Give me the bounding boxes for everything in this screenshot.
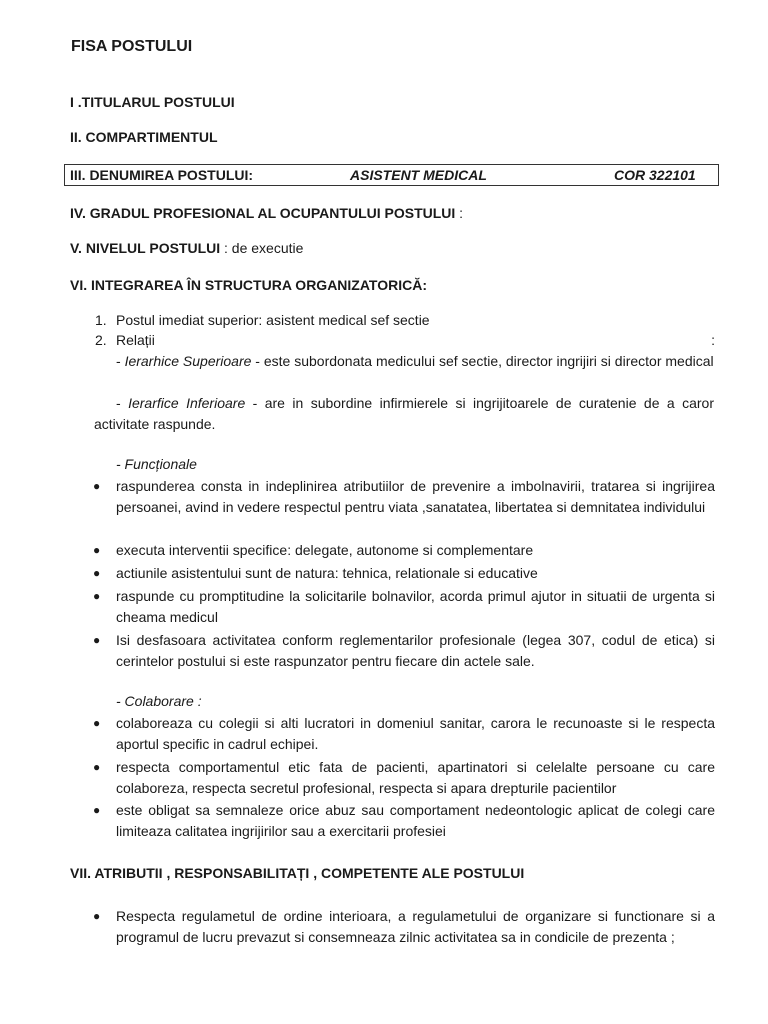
functionale-bullet xyxy=(93,476,715,518)
document-title: FISA POSTULUI xyxy=(71,38,193,55)
bullet-text: respecta comportamentul etic fata de pacienti, apartinatori si celelalte persoane cu care colaboreza, respecta secretul profesional, respecta si apara drepturile pacientilor xyxy=(116,759,715,796)
functionale-bullet xyxy=(93,563,715,584)
bullet-icon: ● xyxy=(93,909,101,923)
bullet-icon: ● xyxy=(93,760,101,774)
relatii-inferioare: - Ierarfice Inferioare - are in subordine infirmierele si ingrijitoarele de curatenie de a caror activitate raspunde. xyxy=(94,395,715,432)
bullet-icon: ● xyxy=(93,716,101,730)
section-nivel-post xyxy=(70,238,303,259)
section-grad-profesional xyxy=(70,203,463,224)
relatii-superioare: - Ierarhice Superioare - este subordonata medicului sef sectie, director ingrijiri si director medical xyxy=(116,353,714,369)
grad-label: IV. GRADUL PROFESIONAL AL OCUPANTULUI POSTULUI xyxy=(70,205,456,221)
section-integrare: VI. INTEGRAREA ÎN STRUCTURA ORGANIZATORICĂ: xyxy=(70,277,427,293)
superioare-label: Ierarhice Superioare xyxy=(124,353,252,369)
atributii-bullet xyxy=(93,906,715,948)
bullet-text: este obligat sa semnaleze orice abuz sau comportament nedeontologic aplicat de colegi care limiteaza calitatea ingrijirilor sau a exercitarii profesiei xyxy=(116,802,715,839)
list-text: Postul imediat superior: asistent medical sef sectie xyxy=(116,312,430,328)
job-title-box xyxy=(64,164,719,186)
bullet-icon: ● xyxy=(93,479,101,493)
bullet-text: actiunile asistentului sunt de natura: tehnica, relationale si educative xyxy=(116,565,538,581)
section-titular: I .TITULARUL POSTULUI xyxy=(70,94,235,110)
relatii-colon: : xyxy=(711,332,715,348)
inferioare-text: - are in subordine infirmierele si ingrijitoarele de curatenie de a caror activitate raspunde. xyxy=(94,395,715,432)
superioare-text: - este subordonata medicului sef sectie, director ingrijiri si director medical xyxy=(251,353,714,369)
colaborare-bullet xyxy=(93,800,715,842)
job-title-role: ASISTENT MEDICAL xyxy=(350,167,487,183)
colaborare-bullet xyxy=(93,757,715,799)
colaborare-bullet xyxy=(93,713,715,755)
section-atributii: VII. ATRIBUTII , RESPONSABILITAȚI , COMPETENTE ALE POSTULUI xyxy=(70,865,525,881)
nivel-suffix: : de executie xyxy=(220,240,304,256)
list-text: Relații xyxy=(116,332,155,348)
job-title-label: III. DENUMIREA POSTULUI: xyxy=(70,167,254,183)
bullet-text: raspunderea consta in indeplinirea atributiilor de prevenire a imbolnavirii, tratarea si ingrijirea persoanei, avind in vedere respectul pentru viata ,sanatatea, libertatea si demnitatea individului xyxy=(116,478,715,515)
list-number: 2. xyxy=(95,332,107,348)
bullet-text: executa interventii specifice: delegate, autonome si complementare xyxy=(116,542,534,558)
bullet-icon: ● xyxy=(93,566,101,580)
bullet-text: Respecta regulametul de ordine interioara, a regulametului de organizare si functionare si a programul de lucru prevazut si consemneaza zilnic activitatea sa in condicile de prezenta ; xyxy=(116,908,715,945)
functionale-bullet xyxy=(93,630,715,672)
section-compartiment: II. COMPARTIMENTUL xyxy=(70,129,218,145)
list-number: 1. xyxy=(95,312,107,328)
bullet-text: colaboreaza cu colegii si alti lucratori in domeniul sanitar, carora le recunoaste si le respecta aportul specific in cadrul echipei. xyxy=(116,715,715,752)
functionale-bullet xyxy=(93,586,715,628)
nivel-label: V. NIVELUL POSTULUI xyxy=(70,240,221,256)
bullet-icon: ● xyxy=(93,543,101,557)
bullet-icon: ● xyxy=(93,633,101,647)
colaborare-heading: - Colaborare : xyxy=(116,693,202,709)
job-title-cor: COR 322101 xyxy=(614,167,696,183)
bullet-icon: ● xyxy=(93,589,101,603)
bullet-icon: ● xyxy=(93,803,101,817)
functionale-bullet xyxy=(93,540,715,561)
grad-suffix: : xyxy=(455,205,464,221)
functionale-heading: - Funcționale xyxy=(116,456,197,472)
bullet-text: Isi desfasoara activitatea conform reglementarilor profesionale (legea 307, codul de etica) si cerintelor postului si este raspunzator pentru fiecare din actele sale. xyxy=(116,632,715,669)
inferioare-label: Ierarfice Inferioare xyxy=(128,395,246,411)
bullet-text: raspunde cu promptitudine la solicitarile bolnavilor, acorda primul ajutor in situatii de urgenta si cheama medicul xyxy=(116,588,715,625)
